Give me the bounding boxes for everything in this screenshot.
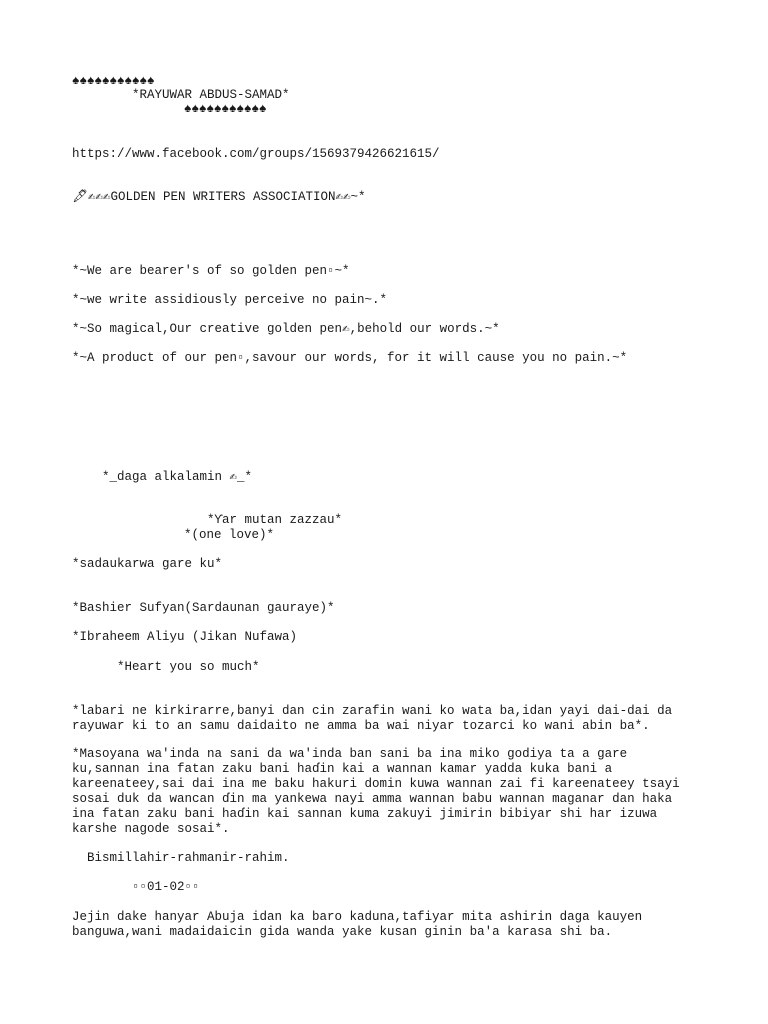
motto-line-3: *~So magical,Our creative golden pen✍,behold our words.~* [72,322,500,336]
one-love: *(one love)* [184,528,275,542]
ornament-top: ♠♠♠♠♠♠♠♠♠♠♠ [72,74,155,88]
facebook-group-link[interactable]: https://www.facebook.com/groups/1569379426621615/ [72,147,440,161]
ornament-bottom: ♠♠♠♠♠♠♠♠♠♠♠ [184,102,267,116]
disclaimer-paragraph: *labari ne kirkirarre,banyi dan cin zarafin wani ko wata ba,idan yayi dai-dai da rayuwar ki to an samu daidaito ne amma ba wai niyar tozarci ko wani abin ba*. [72,704,680,733]
heart-line: *Heart you so much* [117,660,260,674]
thanks-paragraph: *Masoyana wa'inda na sani da wa'inda ban sani ba ina miko godiya ta a gare ku,sannan ina fatan zaku bani haɗin kai a wannan kamar yadda kuka bani a kareenateey,sai dai ina me baku hakuri domin kuwa wannan zai fi kareenateey tsayi sosai duk da wancan ɗin ma yankewa nayi amma wannan babu wannan maganar dan haka ina fatan zaku bani haɗin kai sannan kuma zakuyi jimirin bibiyar shi har izuwa karshe nagode sosai*. [72,747,688,836]
yar-mutan-zazzau: *Ƴar mutan zazzau* [207,513,343,527]
author-title: *RAYUWAR ABDUS-SAMAD* [132,88,290,102]
dedicatee-1: *Bashier Sufyan(Sardaunan gauraye)* [72,601,335,615]
daga-alkalamin: *_daga alkalamin ✍_* [102,470,253,484]
motto-line-4: *~A product of our pen▫,savour our words, for it will cause you no pain.~* [72,351,628,365]
story-opening-paragraph: Jejin dake hanyar Abuja idan ka baro kaduna,tafiyar mita ashirin daga kauyen banguwa,wani madaidaicin gida wanda yake kusan ginin ba'a karasa shi ba. [72,910,650,939]
motto-line-2: *~we write assidiously perceive no pain~.* [72,293,388,307]
association-name: 🖋✍✍✍GOLDEN PEN WRITERS ASSOCIATION✍✍~* [72,190,366,204]
sadaukarwa: *sadaukarwa gare ku* [72,557,223,571]
dedicatee-2: *Ibraheem Aliyu (Jikan Nufawa) [72,630,298,644]
motto-line-1: *~We are bearer's of so golden pen▫~* [72,264,350,278]
bismillah: Bismillahir-rahmanir-rahim. [87,851,290,865]
chapter-marker: ▫▫01-02▫▫ [132,880,200,894]
